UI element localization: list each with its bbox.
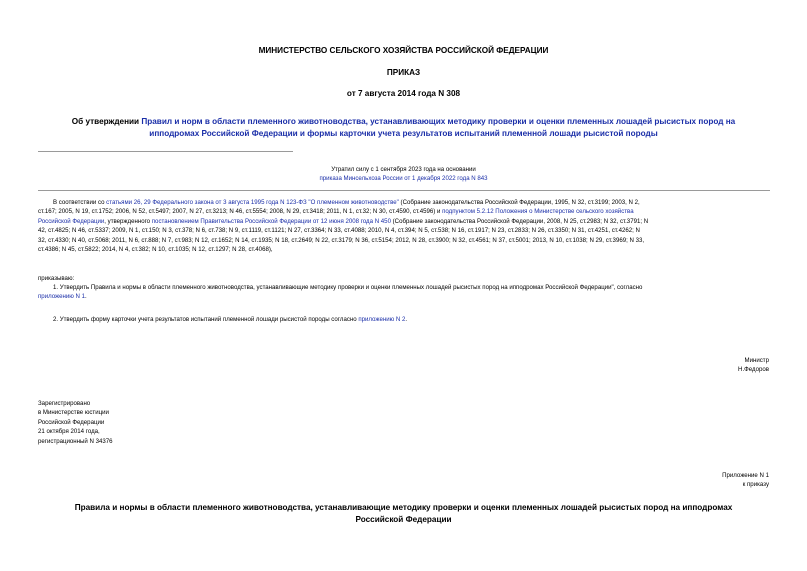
order-item-2 xyxy=(53,315,770,324)
preamble-text: (Собрание законодательства Российской Федерации, 1995, N 32, ст.3199; 2003, N 2, xyxy=(398,199,640,206)
preamble-text: (Собрание законодательства Российской Федерации, 2008, N 25, ст.2983; N 32, ст.3791; N xyxy=(390,217,649,225)
preamble-line-5: 32, ст.4330; N 40, ст.5068; 2011, N 6, ст.888; N 7, ст.983; N 12, ст.1652; N 14, ст.1935; N 18, ст.2649; N 22, ст.3179; N 36, ст.5154; 2012, N 28, ст.3900; N 32, ст.4561; N 37, ст.5001; 2013, N 10, ст.1038; N 29, ст.3969; N 33, xyxy=(38,236,645,244)
link-subpoint-5-2-12[interactable]: подпунктом 5.2.12 Положения о Министерстве сельского хозяйства xyxy=(442,208,634,216)
item1-end: . xyxy=(85,293,87,301)
registration-line: Российской Федерации xyxy=(38,418,105,426)
signature-block xyxy=(738,356,769,375)
registration-line: 21 октября 2014 года, xyxy=(38,428,100,436)
item1-text: 1. Утвердить Правила и нормы в области племенного животноводства, устанавливающие методику проверки и оценки племенных лошадей рысистых пород на ипподромах Российской Федерации", согласно xyxy=(53,284,643,291)
link-government-decree-450[interactable]: постановлением Правительства Российской Федерации от 12 июня 2008 года N 450 xyxy=(151,217,391,225)
preamble-text: , утвержденного xyxy=(104,217,152,225)
status-block xyxy=(0,165,807,184)
appendix-title-line: Правила и нормы в области племенного животноводства, устанавливающие методику проверки и оценки племенных лошадей рысистых пород на ипподромах xyxy=(74,503,733,512)
preamble-text: В соответствии со xyxy=(53,199,107,206)
appendix-title xyxy=(0,502,807,526)
preamble-line-4: 42, ст.4825; N 46, ст.5337; 2009, N 1, ст.150; N 3, ст.378; N 6, ст.738; N 9, ст.1119, ст.1121; N 27, ст.3364; N 33, ст.4088; 2010, N 4, ст.394; N 5, ст.538; N 16, ст.1917; N 23, ст.2833; N 26, ст.3350; N 31, ст.4251, ст.4262; N xyxy=(38,227,640,235)
status-link-order-843[interactable]: приказа Минсельхоза России от 1 декабря 2022 года N 843 xyxy=(319,175,488,183)
appendix-label xyxy=(722,471,769,490)
preamble-line-6: ст.4386; N 45, ст.5822; 2014, N 4, ст.382; N 10, ст.1035; N 12, ст.1297; N 28, ст.4068), xyxy=(38,246,273,254)
signature-name: Н.Федоров xyxy=(738,366,769,374)
divider-short xyxy=(38,151,293,152)
item2-text: 2. Утвердить форму карточки учета результатов испытаний племенной лошади рысистой породы согласно xyxy=(53,316,359,323)
date-number-heading: от 7 августа 2014 года N 308 xyxy=(346,89,461,98)
doc-type-heading: ПРИКАЗ xyxy=(386,68,421,77)
preamble-line-1 xyxy=(38,198,770,207)
title-link-rules-cont[interactable]: ипподромах Российской Федерации и формы карточки учета результатов испытаний племенной лошади рысистой породы xyxy=(149,129,658,138)
registration-line: регистрационный N 34376 xyxy=(38,437,113,445)
registration-block xyxy=(38,399,113,446)
link-appendix-1[interactable]: приложению N 1 xyxy=(38,293,86,301)
registration-line: в Министерстве юстиции xyxy=(38,409,109,417)
link-regulation-ministry[interactable]: Российской Федерации xyxy=(38,217,105,225)
appendix-title-line: Российской Федерации xyxy=(355,515,452,524)
prikazyvayu-text: приказываю: xyxy=(38,275,75,282)
title-prefix: Об утверждении xyxy=(71,117,142,126)
preamble xyxy=(38,198,770,254)
appendix-number: Приложение N 1 xyxy=(722,472,769,479)
preamble-line-2 xyxy=(38,207,770,216)
link-law-123fz[interactable]: статьями 26, 29 Федерального закона от 3 августа 1995 года N 123-ФЗ "О племенном животноводстве" xyxy=(106,199,399,206)
status-text: Утратил силу с 1 сентября 2023 года на основании xyxy=(331,166,476,173)
title-link-rules[interactable]: Правил и норм в области племенного животноводства, устанавливающих методику проверки и оценки племенных лошадей рысистых пород на xyxy=(141,117,736,126)
order-item-1 xyxy=(38,283,770,302)
registration-line: Зарегистрировано xyxy=(38,400,91,407)
appendix-to-order: к приказу xyxy=(742,481,769,489)
preamble-line-3 xyxy=(38,217,770,226)
divider-long xyxy=(38,190,770,191)
ministry-heading: МИНИСТЕРСТВО СЕЛЬСКОГО ХОЗЯЙСТВА РОССИЙСКОЙ ФЕДЕРАЦИИ xyxy=(258,46,549,55)
link-appendix-2[interactable]: приложению N 2 xyxy=(358,316,406,323)
item2-end: . xyxy=(405,316,408,323)
signature-position: Министр xyxy=(744,357,769,364)
preamble-text: ст.167; 2005, N 19, ст.1752; 2006, N 52, ст.5497; 2007, N 27, ст.3213; N 46, ст.5554; 2008, N 29, ст.3418; 2011, N 1, ст.32; N 30, ст.4590, ст.4596) и xyxy=(38,208,443,216)
order-title xyxy=(0,116,807,140)
